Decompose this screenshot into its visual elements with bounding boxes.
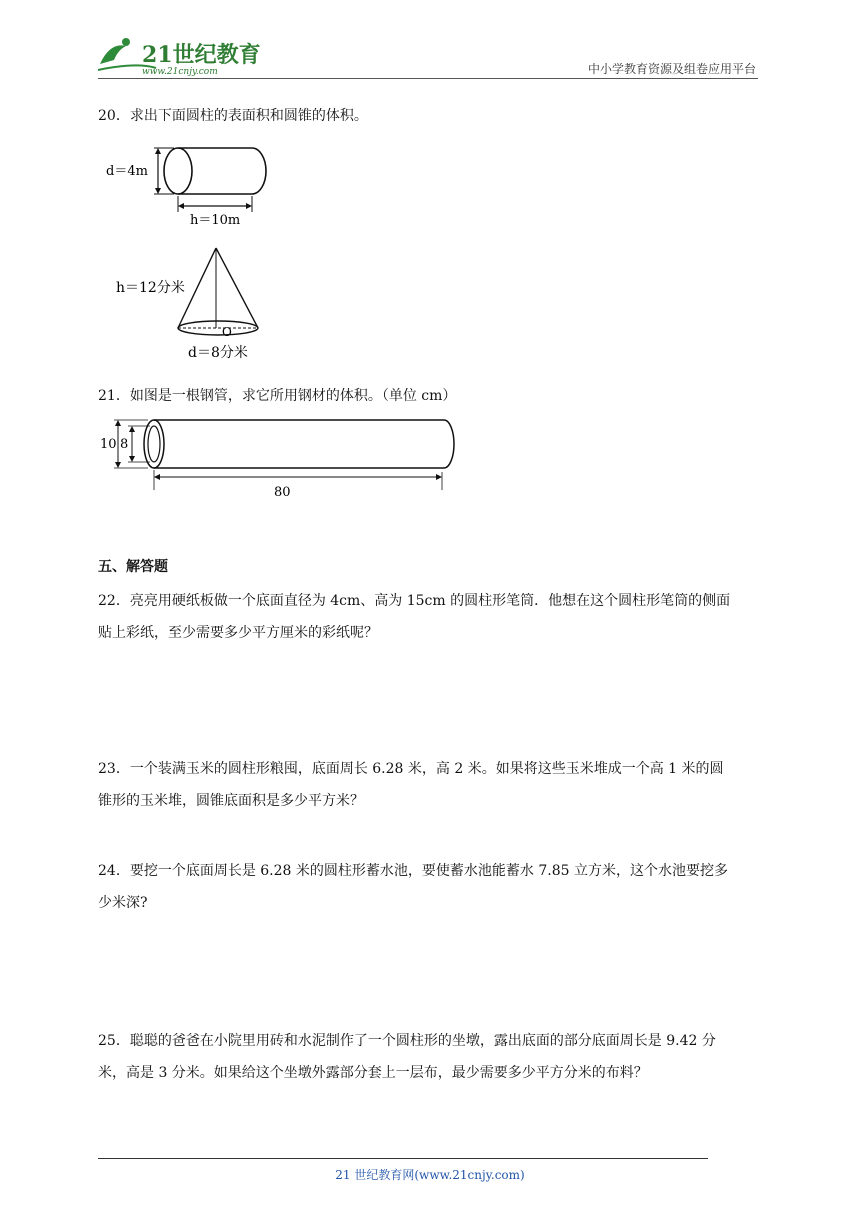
site-logo <box>96 34 266 78</box>
question-24-line1: 24．要挖一个底面周长是 6.28 米的圆柱形蓄水池，要使蓄水池能蓄水 7.85 立方米，这个水池要挖多 <box>98 863 728 879</box>
question-22-line1: 22．亮亮用硬纸板做一个底面直径为 4cm、高为 15cm 的圆柱形笔筒．他想在这个圆柱形笔筒的侧面 <box>98 593 731 609</box>
header-platform-text: 中小学教育资源及组卷应用平台 <box>587 62 756 76</box>
question-25-line2: 米，高是 3 分米。如果给这个坐墩外露部分套上一层布，最少需要多少平方分米的布料？ <box>98 1065 648 1081</box>
header-divider <box>98 78 758 79</box>
question-21-text: 21．如图是一根钢管，求它所用钢材的体积。（单位 cm） <box>98 388 457 404</box>
pipe-figure <box>98 414 458 504</box>
question-22-line2: 贴上彩纸，至少需要多少平方厘米的彩纸呢？ <box>98 625 378 641</box>
question-25-line1: 25．聪聪的爸爸在小院里用砖和水泥制作了一个圆柱形的坐墩，露出底面的部分底面周长是 9.42 分 <box>98 1033 716 1049</box>
question-23-line2: 锥形的玉米堆，圆锥底面积是多少平方米？ <box>98 793 364 809</box>
question-24 <box>98 855 763 919</box>
cylinder-height-label: h＝10m <box>190 213 241 228</box>
cone-center-label: O <box>222 325 232 339</box>
cone-figure <box>112 240 272 365</box>
section-title: 五、解答题 <box>98 559 168 575</box>
cylinder-diameter-label: d＝4m <box>106 164 148 179</box>
question-22 <box>98 585 763 649</box>
pipe-inner-label: 8 <box>120 437 129 452</box>
cylinder-figure <box>104 140 274 230</box>
pipe-length-label: 80 <box>274 485 291 500</box>
cone-height-label: h＝12分米 <box>116 280 185 296</box>
logo-text: 21世纪教育 <box>142 42 261 68</box>
logo-url: www.21cnjy.com <box>142 67 218 77</box>
footer-divider <box>98 1158 708 1159</box>
question-20-text: 20．求出下面圆柱的表面积和圆锥的体积。 <box>98 108 368 124</box>
footer-link[interactable]: 21 世纪教育网(www.21cnjy.com) <box>335 1168 525 1182</box>
question-23 <box>98 753 763 817</box>
question-24-line2: 少米深? <box>98 895 148 911</box>
question-25 <box>98 1025 763 1089</box>
question-23-line1: 23．一个装满玉米的圆柱形粮囤，底面周长 6.28 米，高 2 米。如果将这些玉米堆成一个高 1 米的圆 <box>98 761 724 777</box>
cone-diameter-label: d＝8分米 <box>188 345 248 361</box>
pipe-outer-label: 10 <box>100 437 117 452</box>
